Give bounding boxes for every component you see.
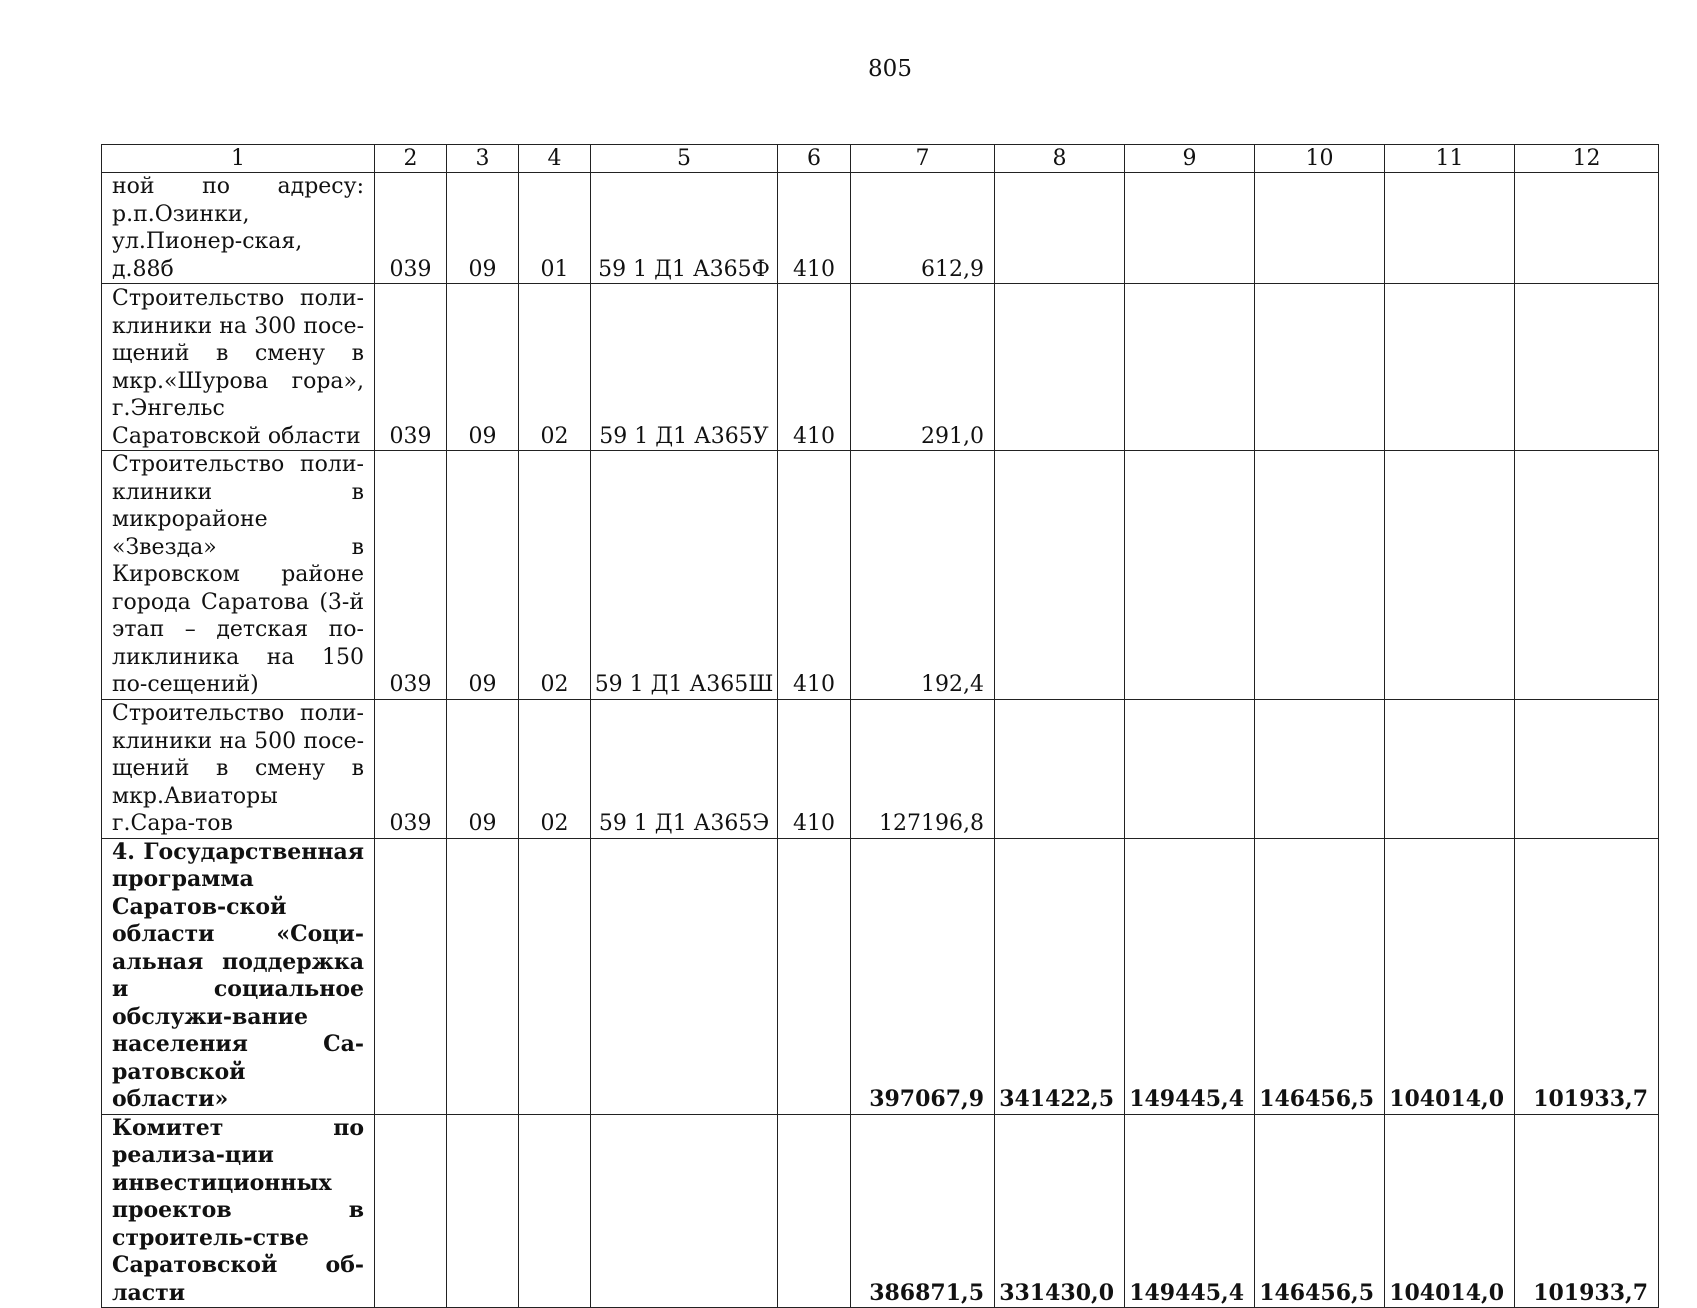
- amount-col9: [1125, 284, 1255, 451]
- amount-col10: [1255, 699, 1385, 838]
- row-description: Комитет по реализа-ции инвестиционных проектов в строитель-стве Саратовской об-ласти: [102, 1114, 375, 1308]
- code-section: 09: [447, 699, 519, 838]
- row-description: Строительство поли-клиники в микрорайоне «Звезда» в Кировском районе города Саратова (3-й этап – детская по-ликлиника на 150 по-сещений): [102, 451, 375, 700]
- code-target-article: [591, 838, 778, 1114]
- amount-col8: 341422,5: [995, 838, 1125, 1114]
- amount-col8: [995, 451, 1125, 700]
- amount-col7: 397067,9: [851, 838, 995, 1114]
- column-header: 10: [1255, 145, 1385, 173]
- amount-col12: [1515, 451, 1659, 700]
- code-ministry: [375, 1114, 447, 1308]
- row-description: 4. Государственная программа Саратов-ской области «Соци-альная поддержка и социальное обслужи-вание населения Са-ратовской области»: [102, 838, 375, 1114]
- column-header: 9: [1125, 145, 1255, 173]
- code-subsection: [519, 1114, 591, 1308]
- code-ministry: 039: [375, 284, 447, 451]
- row-description: Строительство поли-клиники на 500 посе-щений в смену в мкр.Авиаторы г.Сара-тов: [102, 699, 375, 838]
- code-ministry: 039: [375, 173, 447, 284]
- row-description: Строительство поли-клиники на 300 посе-щений в смену в мкр.«Шурова гора», г.Энгельс Саратовской области: [102, 284, 375, 451]
- code-expense-type: 410: [778, 451, 851, 700]
- code-subsection: 02: [519, 451, 591, 700]
- amount-col12: 101933,7: [1515, 1114, 1659, 1308]
- column-header: 3: [447, 145, 519, 173]
- table-row: [102, 451, 1659, 700]
- amount-col12: 101933,7: [1515, 838, 1659, 1114]
- table-row: [102, 838, 1659, 1114]
- code-ministry: [375, 838, 447, 1114]
- amount-col7: 127196,8: [851, 699, 995, 838]
- budget-table: [101, 144, 1659, 1308]
- amount-col9: [1125, 451, 1255, 700]
- code-expense-type: [778, 1114, 851, 1308]
- table-row: [102, 1114, 1659, 1308]
- amount-col7: 612,9: [851, 173, 995, 284]
- amount-col11: 104014,0: [1385, 1114, 1515, 1308]
- amount-col12: [1515, 284, 1659, 451]
- column-header: 1: [102, 145, 375, 173]
- code-target-article: 59 1 Д1 А365Э: [591, 699, 778, 838]
- amount-col8: [995, 173, 1125, 284]
- amount-col11: [1385, 173, 1515, 284]
- amount-col8: 331430,0: [995, 1114, 1125, 1308]
- code-ministry: 039: [375, 699, 447, 838]
- table-row: [102, 699, 1659, 838]
- row-description: ной по адресу: р.п.Озинки, ул.Пионер-ская, д.88б: [102, 173, 375, 284]
- amount-col9: 149445,4: [1125, 1114, 1255, 1308]
- amount-col12: [1515, 173, 1659, 284]
- column-header: 8: [995, 145, 1125, 173]
- amount-col9: [1125, 699, 1255, 838]
- amount-col8: [995, 284, 1125, 451]
- column-header: 7: [851, 145, 995, 173]
- amount-col8: [995, 699, 1125, 838]
- amount-col9: [1125, 173, 1255, 284]
- code-section: 09: [447, 173, 519, 284]
- amount-col7: 291,0: [851, 284, 995, 451]
- column-header: 11: [1385, 145, 1515, 173]
- code-section: 09: [447, 284, 519, 451]
- amount-col10: [1255, 284, 1385, 451]
- amount-col7: 386871,5: [851, 1114, 995, 1308]
- amount-col9: 149445,4: [1125, 838, 1255, 1114]
- table-header-row: [102, 145, 1659, 173]
- code-section: [447, 1114, 519, 1308]
- column-header: 2: [375, 145, 447, 173]
- amount-col12: [1515, 699, 1659, 838]
- amount-col11: 104014,0: [1385, 838, 1515, 1114]
- code-target-article: 59 1 Д1 А365Ф: [591, 173, 778, 284]
- column-header: 4: [519, 145, 591, 173]
- code-subsection: [519, 838, 591, 1114]
- table-row: [102, 173, 1659, 284]
- amount-col10: [1255, 173, 1385, 284]
- page-number: 805: [868, 56, 912, 82]
- column-header: 6: [778, 145, 851, 173]
- table-row: [102, 284, 1659, 451]
- amount-col7: 192,4: [851, 451, 995, 700]
- code-section: [447, 838, 519, 1114]
- column-header: 12: [1515, 145, 1659, 173]
- code-subsection: 02: [519, 699, 591, 838]
- code-target-article: [591, 1114, 778, 1308]
- code-ministry: 039: [375, 451, 447, 700]
- code-expense-type: 410: [778, 284, 851, 451]
- amount-col10: 146456,5: [1255, 838, 1385, 1114]
- amount-col11: [1385, 284, 1515, 451]
- code-target-article: 59 1 Д1 А365Ш: [591, 451, 778, 700]
- code-subsection: 02: [519, 284, 591, 451]
- code-section: 09: [447, 451, 519, 700]
- code-target-article: 59 1 Д1 А365У: [591, 284, 778, 451]
- column-header: 5: [591, 145, 778, 173]
- amount-col10: 146456,5: [1255, 1114, 1385, 1308]
- code-expense-type: [778, 838, 851, 1114]
- amount-col11: [1385, 451, 1515, 700]
- amount-col10: [1255, 451, 1385, 700]
- amount-col11: [1385, 699, 1515, 838]
- code-expense-type: 410: [778, 173, 851, 284]
- code-expense-type: 410: [778, 699, 851, 838]
- code-subsection: 01: [519, 173, 591, 284]
